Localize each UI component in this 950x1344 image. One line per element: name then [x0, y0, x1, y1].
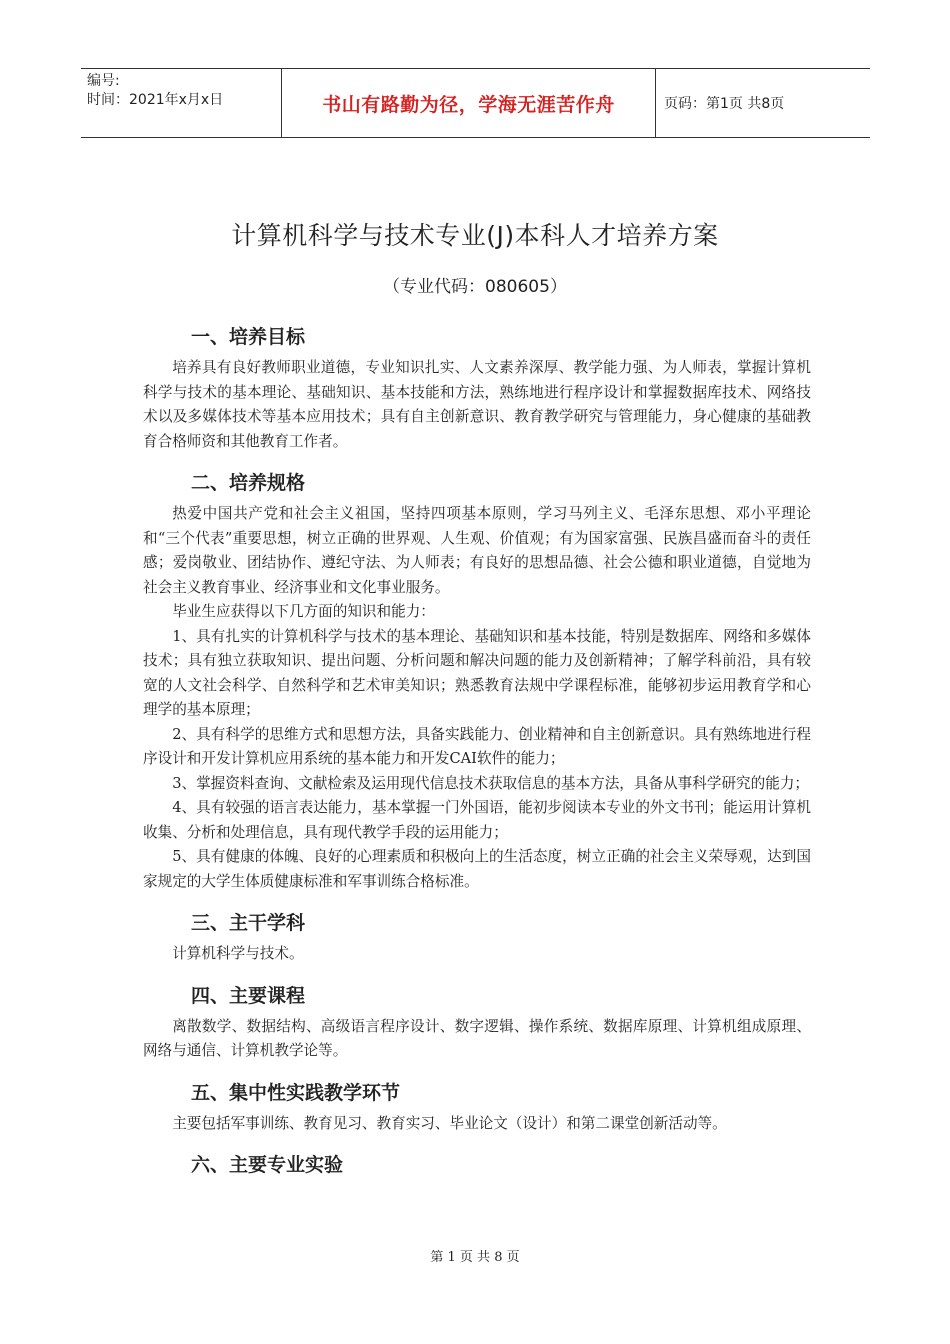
section-heading: 四、主要课程: [191, 984, 306, 1007]
header-table: [81, 68, 870, 138]
document-subtitle: （专业代码：080605）: [383, 277, 567, 297]
paragraph: 4、具有较强的语言表达能力，基本掌握一门外国语，能初步阅读本专业的外文书刊；能运用计算机收集、分析和处理信息，具有现代教学手段的运用能力；: [143, 799, 811, 841]
section-heading: 三、主干学科: [191, 912, 306, 934]
section-heading: 六、主要专业实验: [191, 1154, 344, 1176]
paragraph: 培养具有良好教师职业道德，专业知识扎实、人文素养深厚、教学能力强、为人师表，掌握计算机科学与技术的基本理论、基础知识、基本技能和方法，熟练地进行程序设计和掌握数据库技术、网络技术以及多媒体技术等基本应用技术；具有自主创新意识、教育教学研究与管理能力，身心健康的基础教育合格师资和其他教育工作者。: [143, 359, 811, 450]
header-motto: 书山有路勤为径，学海无涯苦作舟: [282, 69, 656, 137]
header-info-cell: [81, 69, 282, 137]
doc-number-label: 编号:: [87, 73, 120, 89]
section-heading: 一、培养目标: [191, 326, 306, 348]
paragraph: 1、具有扎实的计算机科学与技术的基本理论、基础知识和基本技能，特别是数据库、网络和多媒体技术；具有独立获取知识、提出问题、分析问题和解决问题的能力及创新精神；了解学科前沿，具有较宽的人文社会科学、自然科学和艺术审美知识；熟悉教育法规中学课程标准，能够初步运用教育学和心理学的基本原理；: [143, 627, 811, 718]
doc-time-label: 时间：2021年x月x日: [87, 92, 224, 108]
paragraph: 主要包括军事训练、教育见习、教育实习、毕业论文（设计）和第二课堂创新活动等。: [172, 1114, 727, 1132]
document-body: [143, 318, 811, 1184]
paragraph: 热爱中国共产党和社会主义祖国，坚持四项基本原则，学习马列主义、毛泽东思想、邓小平理论和“三个代表”重要思想，树立正确的世界观、人生观、价值观；有为国家富强、民族昌盛而奋斗的责任感；爱岗敬业、团结协作、遵纪守法、为人师表；有良好的思想品德、社会公德和职业道德，自觉地为社会主义教育事业、经济事业和文化事业服务。: [143, 505, 811, 596]
document-title: 计算机科学与技术专业(J)本科人才培养方案: [231, 221, 719, 250]
header-page-label: 页码：第1页 共8页: [664, 96, 785, 112]
paragraph: 5、具有健康的体魄、良好的心理素质和积极向上的生活态度，树立正确的社会主义荣辱观，达到国家规定的大学生体质健康标准和军事训练合格标准。: [143, 848, 811, 890]
paragraph: 2、具有科学的思维方式和思想方法，具备实践能力、创业精神和自主创新意识。具有熟练地进行程序设计和开发计算机应用系统的基本能力和开发CAI软件的能力；: [143, 725, 811, 767]
paragraph: 计算机科学与技术。: [172, 945, 304, 962]
paragraph: 毕业生应获得以下几方面的知识和能力：: [172, 603, 435, 620]
section-heading: 二、培养规格: [191, 472, 306, 494]
section-heading: 五、集中性实践教学环节: [191, 1081, 401, 1104]
paragraph: 离散数学、数据结构、高级语言程序设计、数字逻辑、操作系统、数据库原理、计算机组成原理、网络与通信、计算机教学论等。: [143, 1017, 811, 1059]
page-footer: 第 1 页 共 8 页: [430, 1250, 520, 1265]
paragraph: 3、掌握资料查询、文献检索及运用现代信息技术获取信息的基本方法，具备从事科学研究的能力；: [172, 774, 810, 792]
